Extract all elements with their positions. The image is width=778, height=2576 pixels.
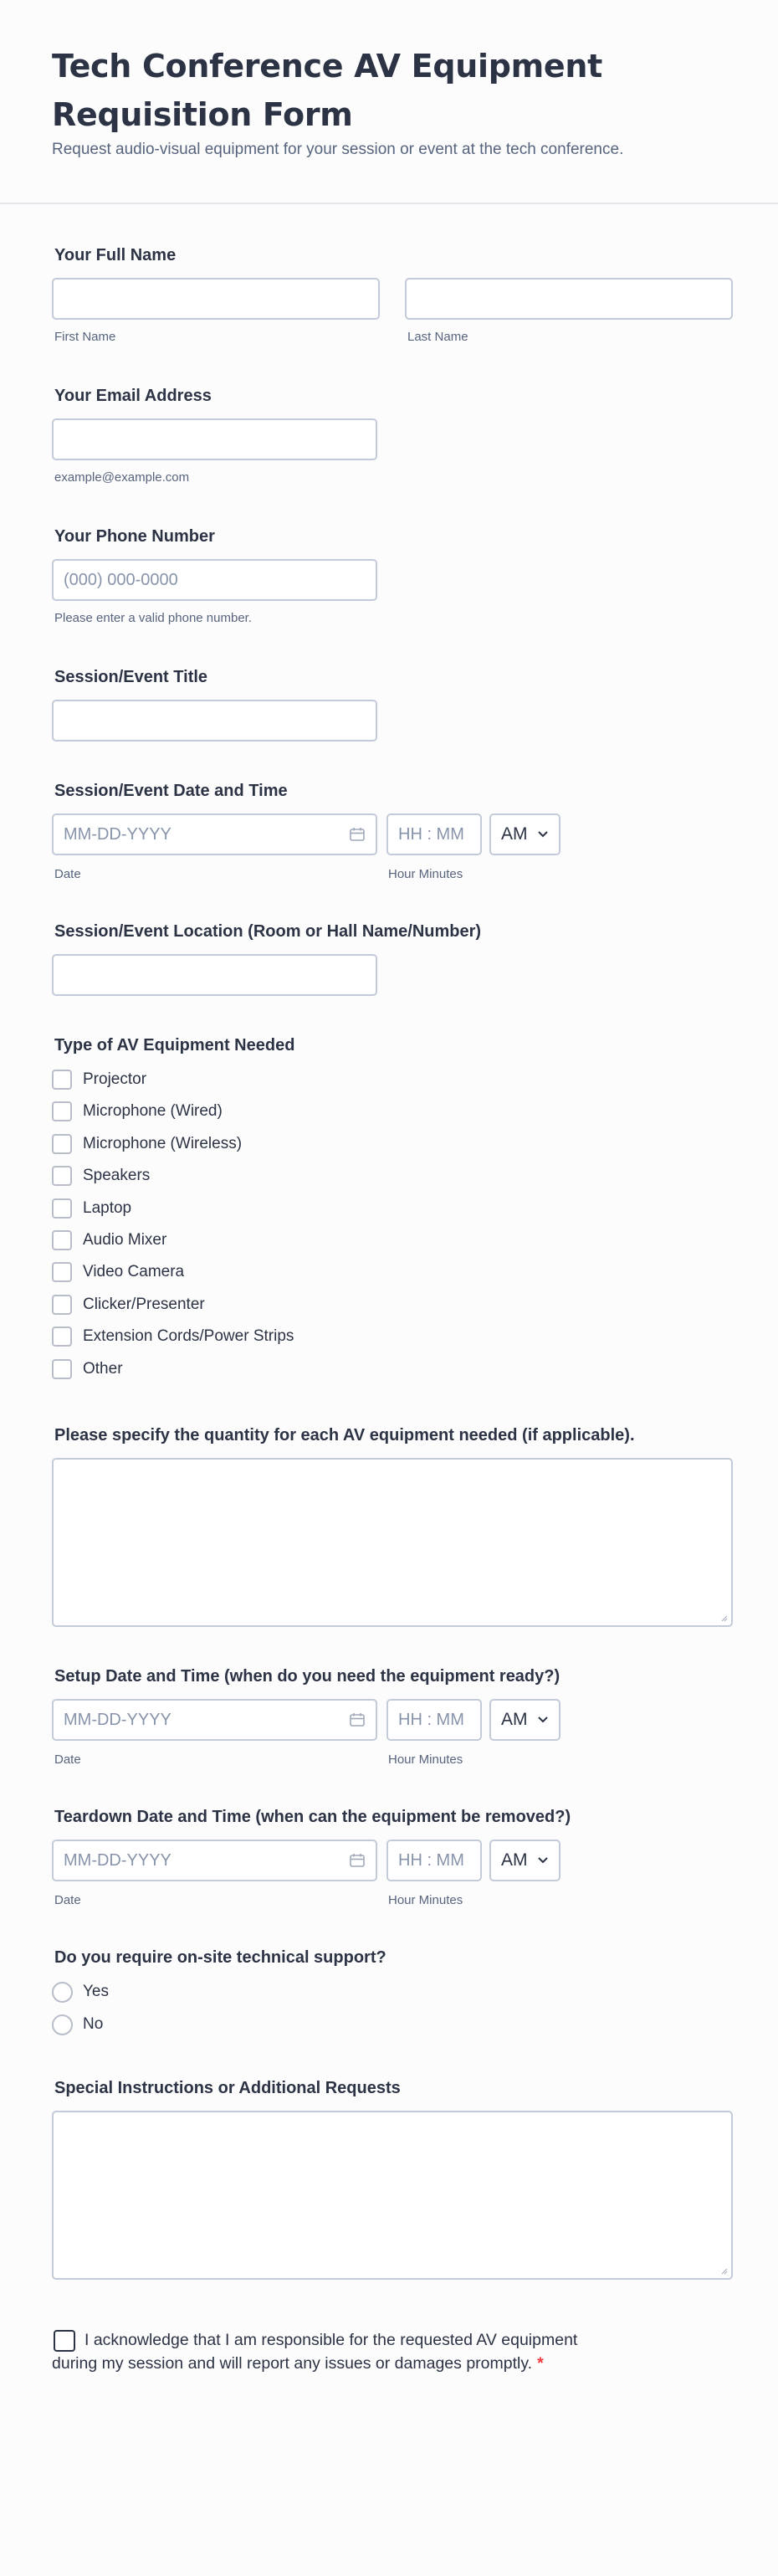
setup-time-sublabel: Hour Minutes bbox=[388, 1752, 463, 1767]
first-name-sublabel: First Name bbox=[54, 330, 116, 344]
teardown-date-placeholder: MM-DD-YYYY bbox=[64, 1850, 171, 1870]
equipment-checkbox[interactable] bbox=[52, 1295, 72, 1315]
teardown-date-sublabel: Date bbox=[54, 1893, 81, 1907]
equipment-checkbox[interactable] bbox=[52, 1359, 72, 1379]
equipment-option-label[interactable]: Speakers bbox=[83, 1167, 151, 1185]
equipment-checkbox[interactable] bbox=[52, 1166, 72, 1186]
full-name-label: Your Full Name bbox=[54, 246, 177, 264]
email-sublabel: example@example.com bbox=[54, 470, 190, 485]
first-name-input[interactable] bbox=[52, 278, 380, 320]
equipment-checkbox[interactable] bbox=[52, 1070, 72, 1090]
acknowledge-text-line1: I acknowledge that I am responsible for the requested AV equipment bbox=[84, 2331, 578, 2349]
equipment-option-label[interactable]: Audio Mixer bbox=[83, 1231, 167, 1249]
chevron-down-icon bbox=[537, 1856, 549, 1865]
acknowledge-text-line2-content: during my session and will report any issues or damages promptly. bbox=[52, 2354, 533, 2373]
phone-sublabel: Please enter a valid phone number. bbox=[54, 611, 252, 625]
setup-time-input[interactable]: HH : MM bbox=[386, 1699, 482, 1741]
equipment-checkbox[interactable] bbox=[52, 1134, 72, 1154]
acknowledge-checkbox[interactable] bbox=[54, 2330, 75, 2352]
chevron-down-icon bbox=[537, 1716, 549, 1724]
equipment-checkbox[interactable] bbox=[52, 1262, 72, 1282]
equipment-option-label[interactable]: Projector bbox=[83, 1070, 147, 1088]
form-body bbox=[0, 204, 778, 2573]
equipment-option-label[interactable]: Clicker/Presenter bbox=[83, 1295, 205, 1313]
quantity-label: Please specify the quantity for each AV equipment needed (if applicable). bbox=[54, 1426, 635, 1445]
form-title: Tech Conference AV Equipment Requisition Form bbox=[52, 48, 602, 133]
required-asterisk: * bbox=[537, 2354, 544, 2373]
form-subtitle: Request audio-visual equipment for your session or event at the tech conference. bbox=[52, 141, 624, 158]
setup-ampm-select[interactable] bbox=[489, 1699, 560, 1741]
teardown-time-input[interactable]: HH : MM bbox=[386, 1840, 482, 1881]
acknowledge-text-line2 bbox=[52, 2354, 544, 2373]
session-date-placeholder: MM-DD-YYYY bbox=[64, 824, 171, 844]
chevron-down-icon bbox=[537, 830, 549, 839]
setup-date-sublabel: Date bbox=[54, 1752, 81, 1767]
session-ampm-value: AM bbox=[501, 824, 528, 844]
equipment-option-label[interactable]: Microphone (Wireless) bbox=[83, 1134, 243, 1152]
session-ampm-select[interactable] bbox=[489, 813, 560, 855]
session-title-label: Session/Event Title bbox=[54, 668, 208, 686]
teardown-label: Teardown Date and Time (when can the equipment be removed?) bbox=[54, 1808, 571, 1826]
support-radio[interactable] bbox=[52, 1982, 73, 2003]
support-label: Do you require on-site technical support? bbox=[54, 1948, 386, 1967]
equipment-option-label[interactable]: Microphone (Wired) bbox=[83, 1102, 223, 1121]
calendar-icon[interactable] bbox=[349, 827, 366, 842]
teardown-ampm-value: AM bbox=[501, 1850, 528, 1870]
setup-date-placeholder: MM-DD-YYYY bbox=[64, 1710, 171, 1729]
setup-label: Setup Date and Time (when do you need the equipment ready?) bbox=[54, 1667, 560, 1686]
session-date-input[interactable] bbox=[52, 813, 377, 855]
location-label: Session/Event Location (Room or Hall Name/Number) bbox=[54, 922, 482, 941]
session-time-sublabel: Hour Minutes bbox=[388, 867, 463, 881]
form-header bbox=[0, 0, 778, 204]
location-input[interactable] bbox=[52, 954, 377, 996]
resize-grip-icon[interactable] bbox=[719, 1614, 728, 1622]
quantity-textarea[interactable] bbox=[52, 1458, 733, 1627]
phone-label: Your Phone Number bbox=[54, 527, 215, 546]
session-date-sublabel: Date bbox=[54, 867, 81, 881]
equipment-checkbox[interactable] bbox=[52, 1198, 72, 1219]
teardown-date-input[interactable] bbox=[52, 1840, 377, 1881]
teardown-ampm-select[interactable] bbox=[489, 1840, 560, 1881]
special-label: Special Instructions or Additional Requests bbox=[54, 2079, 401, 2097]
setup-date-input[interactable] bbox=[52, 1699, 377, 1741]
equipment-checkbox[interactable] bbox=[52, 1101, 72, 1121]
session-title-input[interactable] bbox=[52, 700, 377, 741]
special-textarea[interactable] bbox=[52, 2111, 733, 2280]
equipment-label: Type of AV Equipment Needed bbox=[54, 1036, 295, 1055]
equipment-option-label[interactable]: Other bbox=[83, 1359, 123, 1378]
equipment-option-label[interactable]: Video Camera bbox=[83, 1263, 185, 1281]
setup-ampm-value: AM bbox=[501, 1710, 528, 1729]
equipment-checkbox[interactable] bbox=[52, 1230, 72, 1250]
support-option-label[interactable]: Yes bbox=[83, 1983, 109, 2000]
session-time-input[interactable]: HH : MM bbox=[386, 813, 482, 855]
resize-grip-icon[interactable] bbox=[719, 2266, 728, 2275]
last-name-input[interactable] bbox=[405, 278, 733, 320]
teardown-time-sublabel: Hour Minutes bbox=[388, 1893, 463, 1907]
equipment-option-label[interactable]: Extension Cords/Power Strips bbox=[83, 1327, 294, 1346]
last-name-sublabel: Last Name bbox=[407, 330, 468, 344]
equipment-checkbox[interactable] bbox=[52, 1326, 72, 1347]
calendar-icon[interactable] bbox=[349, 1712, 366, 1727]
phone-input[interactable]: (000) 000-0000 bbox=[52, 559, 377, 601]
equipment-option-label[interactable]: Laptop bbox=[83, 1198, 132, 1217]
session-datetime-label: Session/Event Date and Time bbox=[54, 782, 288, 800]
calendar-icon[interactable] bbox=[349, 1853, 366, 1868]
email-label: Your Email Address bbox=[54, 387, 212, 405]
email-input[interactable] bbox=[52, 418, 377, 460]
support-option-label[interactable]: No bbox=[83, 2014, 104, 2033]
support-radio[interactable] bbox=[52, 2014, 73, 2035]
